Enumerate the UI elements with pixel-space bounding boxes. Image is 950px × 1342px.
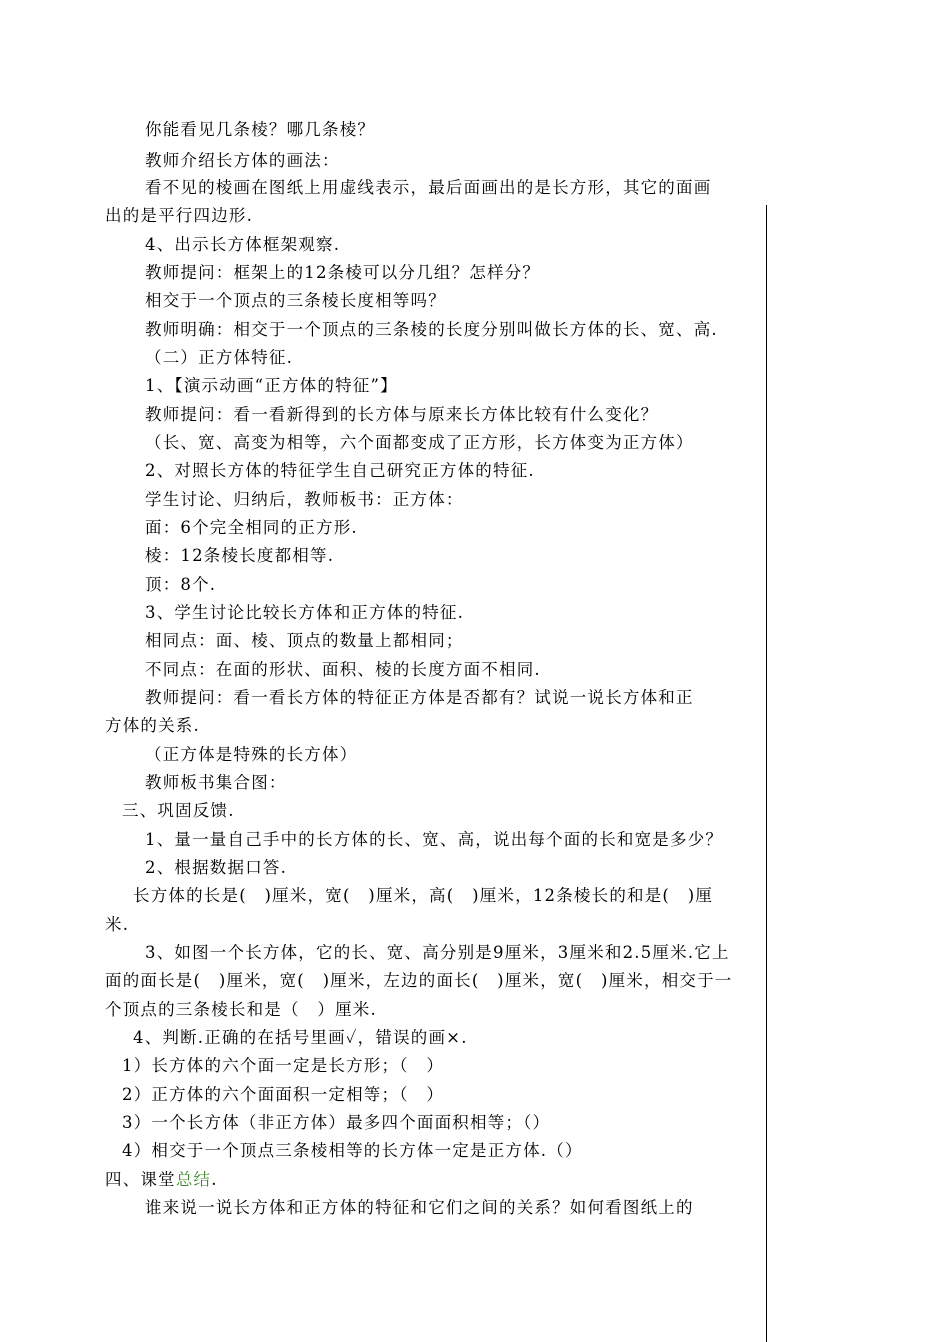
text-line: 长方体的长是( )厘米，宽( )厘米，高( )厘米，12条棱长的和是( )厘: [133, 886, 714, 905]
text-line: 看不见的棱画在图纸上用虚线表示，最后面画出的是长方形，其它的面画: [145, 178, 712, 197]
text-line: 相同点：面、棱、顶点的数量上都相同；: [145, 631, 464, 650]
text-line: 3）一个长方体（非正方体）最多四个面面积相等；（）: [122, 1113, 551, 1132]
section-heading: （二）正方体特征.: [145, 348, 294, 367]
text-line: 4、判断.正确的在括号里画✓，错误的画×.: [133, 1028, 468, 1047]
summary-suffix: .: [211, 1170, 218, 1189]
text-line: 相交于一个顶点的三条棱长度相等吗？: [145, 291, 446, 310]
text-line: 教师介绍长方体的画法：: [145, 151, 340, 170]
text-line: 不同点：在面的形状、面积、棱的长度方面不相同.: [145, 660, 541, 679]
text-line: 4、出示长方体框架观察.: [145, 235, 341, 254]
text-line: 1、【演示动画“正方体的特征”】: [145, 376, 398, 395]
text-line: 面：6个完全相同的正方形.: [145, 518, 358, 537]
text-line: 教师提问：看一看新得到的长方体与原来长方体比较有什么变化？: [145, 405, 659, 424]
text-line: 谁来说一说长方体和正方体的特征和它们之间的关系？如何看图纸上的: [145, 1198, 694, 1217]
text-line: 面的面长是( )厘米，宽( )厘米，左边的面长( )厘米，宽( )厘米，相交于一: [105, 971, 733, 990]
text-line: 个顶点的三条棱长和是（ ）厘米.: [105, 1000, 377, 1019]
text-line: 你能看见几条棱？哪几条棱？: [145, 120, 376, 139]
text-line: 顶：8个.: [145, 575, 217, 594]
text-line: 教师提问：看一看长方体的特征正方体是否都有？试说一说长方体和正: [145, 688, 694, 707]
text-line: 1）长方体的六个面一定是长方形；（ ）: [122, 1056, 445, 1075]
text-line: 2、对照长方体的特征学生自己研究正方体的特征.: [145, 461, 535, 480]
text-line: 教师板书集合图：: [145, 773, 287, 792]
section-heading: 三、巩固反馈.: [122, 801, 235, 820]
table-border-line: [766, 205, 767, 1342]
text-line: 1、量一量自己手中的长方体的长、宽、高，说出每个面的长和宽是多少？: [145, 830, 724, 849]
text-line: 棱：12条棱长度都相等.: [145, 546, 335, 565]
text-line: 出的是平行四边形.: [105, 206, 254, 225]
text-line: （正方体是特殊的长方体）: [145, 745, 358, 764]
summary-highlight: 总结: [175, 1170, 212, 1189]
text-line: 教师明确：相交于一个顶点的三条棱的长度分别叫做长方体的长、宽、高.: [145, 320, 718, 339]
text-line: （长、宽、高变为相等，六个面都变成了正方形，长方体变为正方体）: [145, 433, 694, 452]
text-line: 3、学生讨论比较长方体和正方体的特征.: [145, 603, 465, 622]
text-line: 3、如图一个长方体，它的长、宽、高分别是9厘米，3厘米和2.5厘米.它上: [145, 943, 730, 962]
text-line: 方体的关系.: [105, 716, 200, 735]
text-line: 2）正方体的六个面面积一定相等；（ ）: [122, 1085, 445, 1104]
text-line: 教师提问：框架上的12条棱可以分几组？怎样分？: [145, 263, 541, 282]
text-line: 米.: [105, 915, 130, 934]
text-line: 学生讨论、归纳后，教师板书：正方体：: [145, 490, 464, 509]
section-heading-summary: [105, 1170, 218, 1190]
summary-prefix: 四、课堂: [105, 1170, 176, 1189]
text-line: 4）相交于一个顶点三条棱相等的长方体一定是正方体.（）: [122, 1141, 583, 1160]
text-line: 2、根据数据口答.: [145, 858, 288, 877]
